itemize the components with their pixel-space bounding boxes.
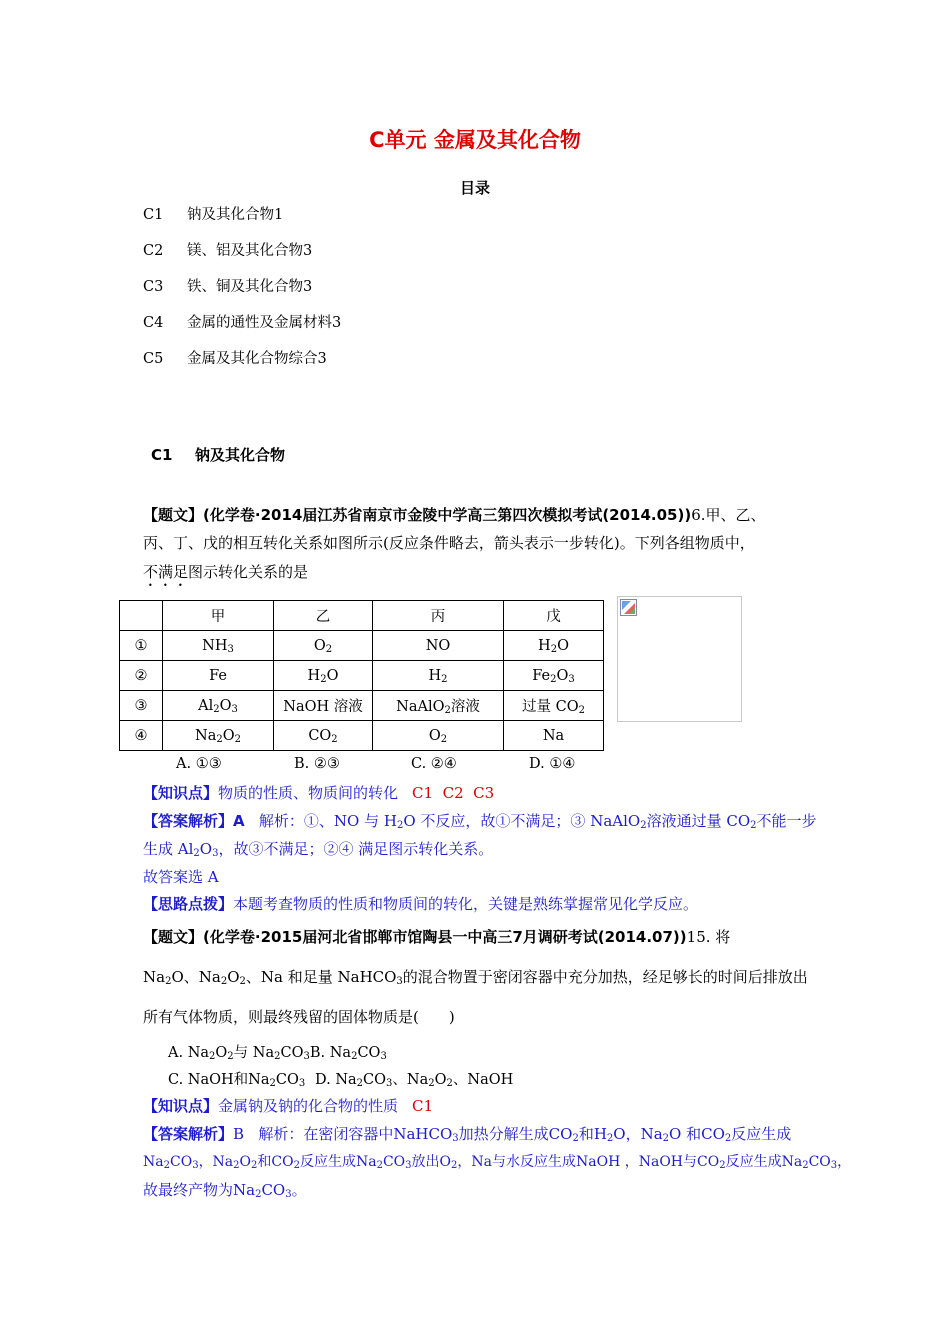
toc-item-label: 金属的通性及金属材料3 (187, 315, 342, 331)
q2-answer-line2: $Na_2CO_3$，$Na_2O_2$和$CO_2$反应生成$Na_2CO_3$放出$O_2$，Na与水反应生成NaOH ，NaOH与$CO_2$反应生成$Na_2CO_3$， (143, 1154, 852, 1171)
q1-source: (化学卷·2014届江苏省南京市金陵中学高三第四次模拟考试(2014.05)) (203, 506, 692, 524)
table-header-row (120, 601, 604, 631)
kp-tag: 【知识点】 (143, 1097, 219, 1115)
broken-image-icon (620, 599, 637, 616)
q2-option-d: D. $Na_2CO_3$、$Na_2O_2$、NaOH (315, 1072, 514, 1089)
figure-placeholder (617, 596, 742, 722)
answer-letter: B (233, 1125, 245, 1143)
toc-item[interactable] (143, 311, 341, 332)
table-cell: Na (504, 721, 604, 751)
toc-item-code: C5 (143, 351, 164, 367)
kp-text: 物质的性质、物质间的转化 (218, 784, 399, 802)
q2-number: 15. 将 (686, 928, 731, 946)
q2-option-c: C. NaOH和$Na_2CO_3$ (168, 1072, 306, 1089)
toc-item[interactable] (143, 275, 312, 296)
toc-item-code: C2 (143, 243, 164, 259)
q1-emphasis: 不满足 (143, 563, 189, 581)
q1-line2: 丙、丁、戊的相互转化关系如图所示(反应条件略去，箭头表示一步转化)。下列各组物质中， (143, 534, 755, 552)
table-header-cell: 甲 (163, 601, 274, 631)
toc-item[interactable] (143, 239, 312, 260)
q1-answer-line2: 生成 $Al_2O_3$，故③不满足；②④ 满足图示转化关系。 (143, 840, 494, 859)
toc-item[interactable] (143, 347, 327, 368)
table-cell: $Fe_2O_3$ (504, 661, 604, 691)
option-a: A. ①③ (176, 756, 222, 772)
toc-item-code: C3 (143, 279, 164, 295)
section-title: 钠及其化合物 (195, 446, 286, 464)
q2-answer-line3: 故最终产物为$Na_2CO_3$。 (143, 1181, 307, 1200)
hint-tag: 【思路点拨】 (143, 895, 234, 913)
option-b: B. ②③ (294, 756, 340, 772)
answer-explanation: 解析：在密闭容器中NaHCO$_3$加热分解生成$CO_2$和$H_2O$，$Na_2O$ 和$CO_2$反应生成 (244, 1125, 792, 1144)
toc-item-code: C4 (143, 315, 164, 331)
hint-text: 本题考查物质的性质和物质间的转化，关键是熟练掌握常见化学反应。 (233, 895, 699, 913)
row-number: ③ (120, 691, 163, 721)
table-cell: 过量 $CO_2$ (504, 691, 604, 721)
table-cell: $H_2$ (373, 661, 504, 691)
row-number: ① (120, 631, 163, 661)
q2-option-ab: A. $Na_2O_2$与 $Na_2CO_3B$. $Na_2CO_3$ (168, 1045, 387, 1062)
table-cell: $O_2$ (274, 631, 373, 661)
q1-answer-line1 (143, 810, 817, 831)
q1-hint (143, 893, 698, 914)
row-number: ② (120, 661, 163, 691)
q1-answer-line3: 故答案选 A (143, 868, 219, 886)
toc-item-label: 铁、铜及其化合物3 (187, 279, 313, 295)
toc-item[interactable] (143, 203, 283, 224)
toc-item-label: 钠及其化合物1 (187, 207, 284, 223)
table-row (120, 721, 604, 751)
section-code: C1 (151, 446, 173, 464)
toc-item-label: 金属及其化合物综合3 (187, 351, 327, 367)
table-header-cell: 乙 (274, 601, 373, 631)
q2-line2: $Na_2O$、$Na_2O_2$、Na 和足量 NaHCO$_3$的混合物置于密闭容器中充分加热，经足够长的时间后排放出 (143, 968, 808, 987)
answer-letter: A (233, 812, 245, 830)
table-cell: $NH_3$ (163, 631, 274, 661)
table-cell: NaAlO$_2$溶液 (373, 691, 504, 721)
answer-tag: 【答案解析】 (143, 1125, 234, 1143)
q1-line1 (143, 504, 766, 525)
q2-tag: 【题文】 (143, 928, 204, 946)
q2-answer-line1 (143, 1123, 791, 1144)
kp-code: C1 (412, 1097, 434, 1115)
kp-text: 金属钠及钠的化合物的性质 (218, 1097, 399, 1115)
q1-question: 图示转化关系的是 (188, 563, 309, 581)
option-d: D. ①④ (529, 756, 576, 772)
q1-number: 6.甲、乙、 (691, 506, 766, 524)
table-cell: NO (373, 631, 504, 661)
q1-knowledge-point (143, 782, 494, 803)
table-header-cell (120, 601, 163, 631)
q1-line3 (143, 561, 308, 590)
section-heading (151, 444, 285, 465)
table-cell: $H_2O$ (274, 661, 373, 691)
answer-tag: 【答案解析】 (143, 812, 234, 830)
q2-source: (化学卷·2015届河北省邯郸市馆陶县一中高三7月调研考试(2014.07)) (203, 928, 687, 946)
table-cell: Fe (163, 661, 274, 691)
kp-tag: 【知识点】 (143, 784, 219, 802)
table-cell: $CO_2$ (274, 721, 373, 751)
table-cell: $Al_2O_3$ (163, 691, 274, 721)
table-header-cell: 戊 (504, 601, 604, 631)
q2-line1 (143, 926, 730, 947)
toc-item-label: 镁、铝及其化合物3 (187, 243, 313, 259)
table-row (120, 661, 604, 691)
kp-codes: C1 C2 C3 (412, 784, 495, 802)
q2-line3: 所有气体物质，则最终残留的固体物质是( ) (143, 1008, 455, 1026)
table-cell: $O_2$ (373, 721, 504, 751)
table-cell: NaOH 溶液 (274, 691, 373, 721)
q1-tag: 【题文】 (143, 506, 204, 524)
table-header-cell: 丙 (373, 601, 504, 631)
answer-explanation: 解析：①、NO 与 $H_2O$ 不反应，故①不满足；③ NaAlO$_2$溶液通过量 $CO_2$不能一步 (244, 812, 817, 831)
page-title: C单元 金属及其化合物 (369, 128, 581, 152)
q2-knowledge-point (143, 1095, 433, 1116)
table-cell: $H_2O$ (504, 631, 604, 661)
option-c: C. ②④ (411, 756, 457, 772)
row-number: ④ (120, 721, 163, 751)
table-cell: $Na_2O_2$ (163, 721, 274, 751)
table-row (120, 631, 604, 661)
toc-heading: 目录 (459, 179, 490, 197)
toc-item-code: C1 (143, 207, 164, 223)
table-row (120, 691, 604, 721)
substance-table (119, 600, 604, 751)
